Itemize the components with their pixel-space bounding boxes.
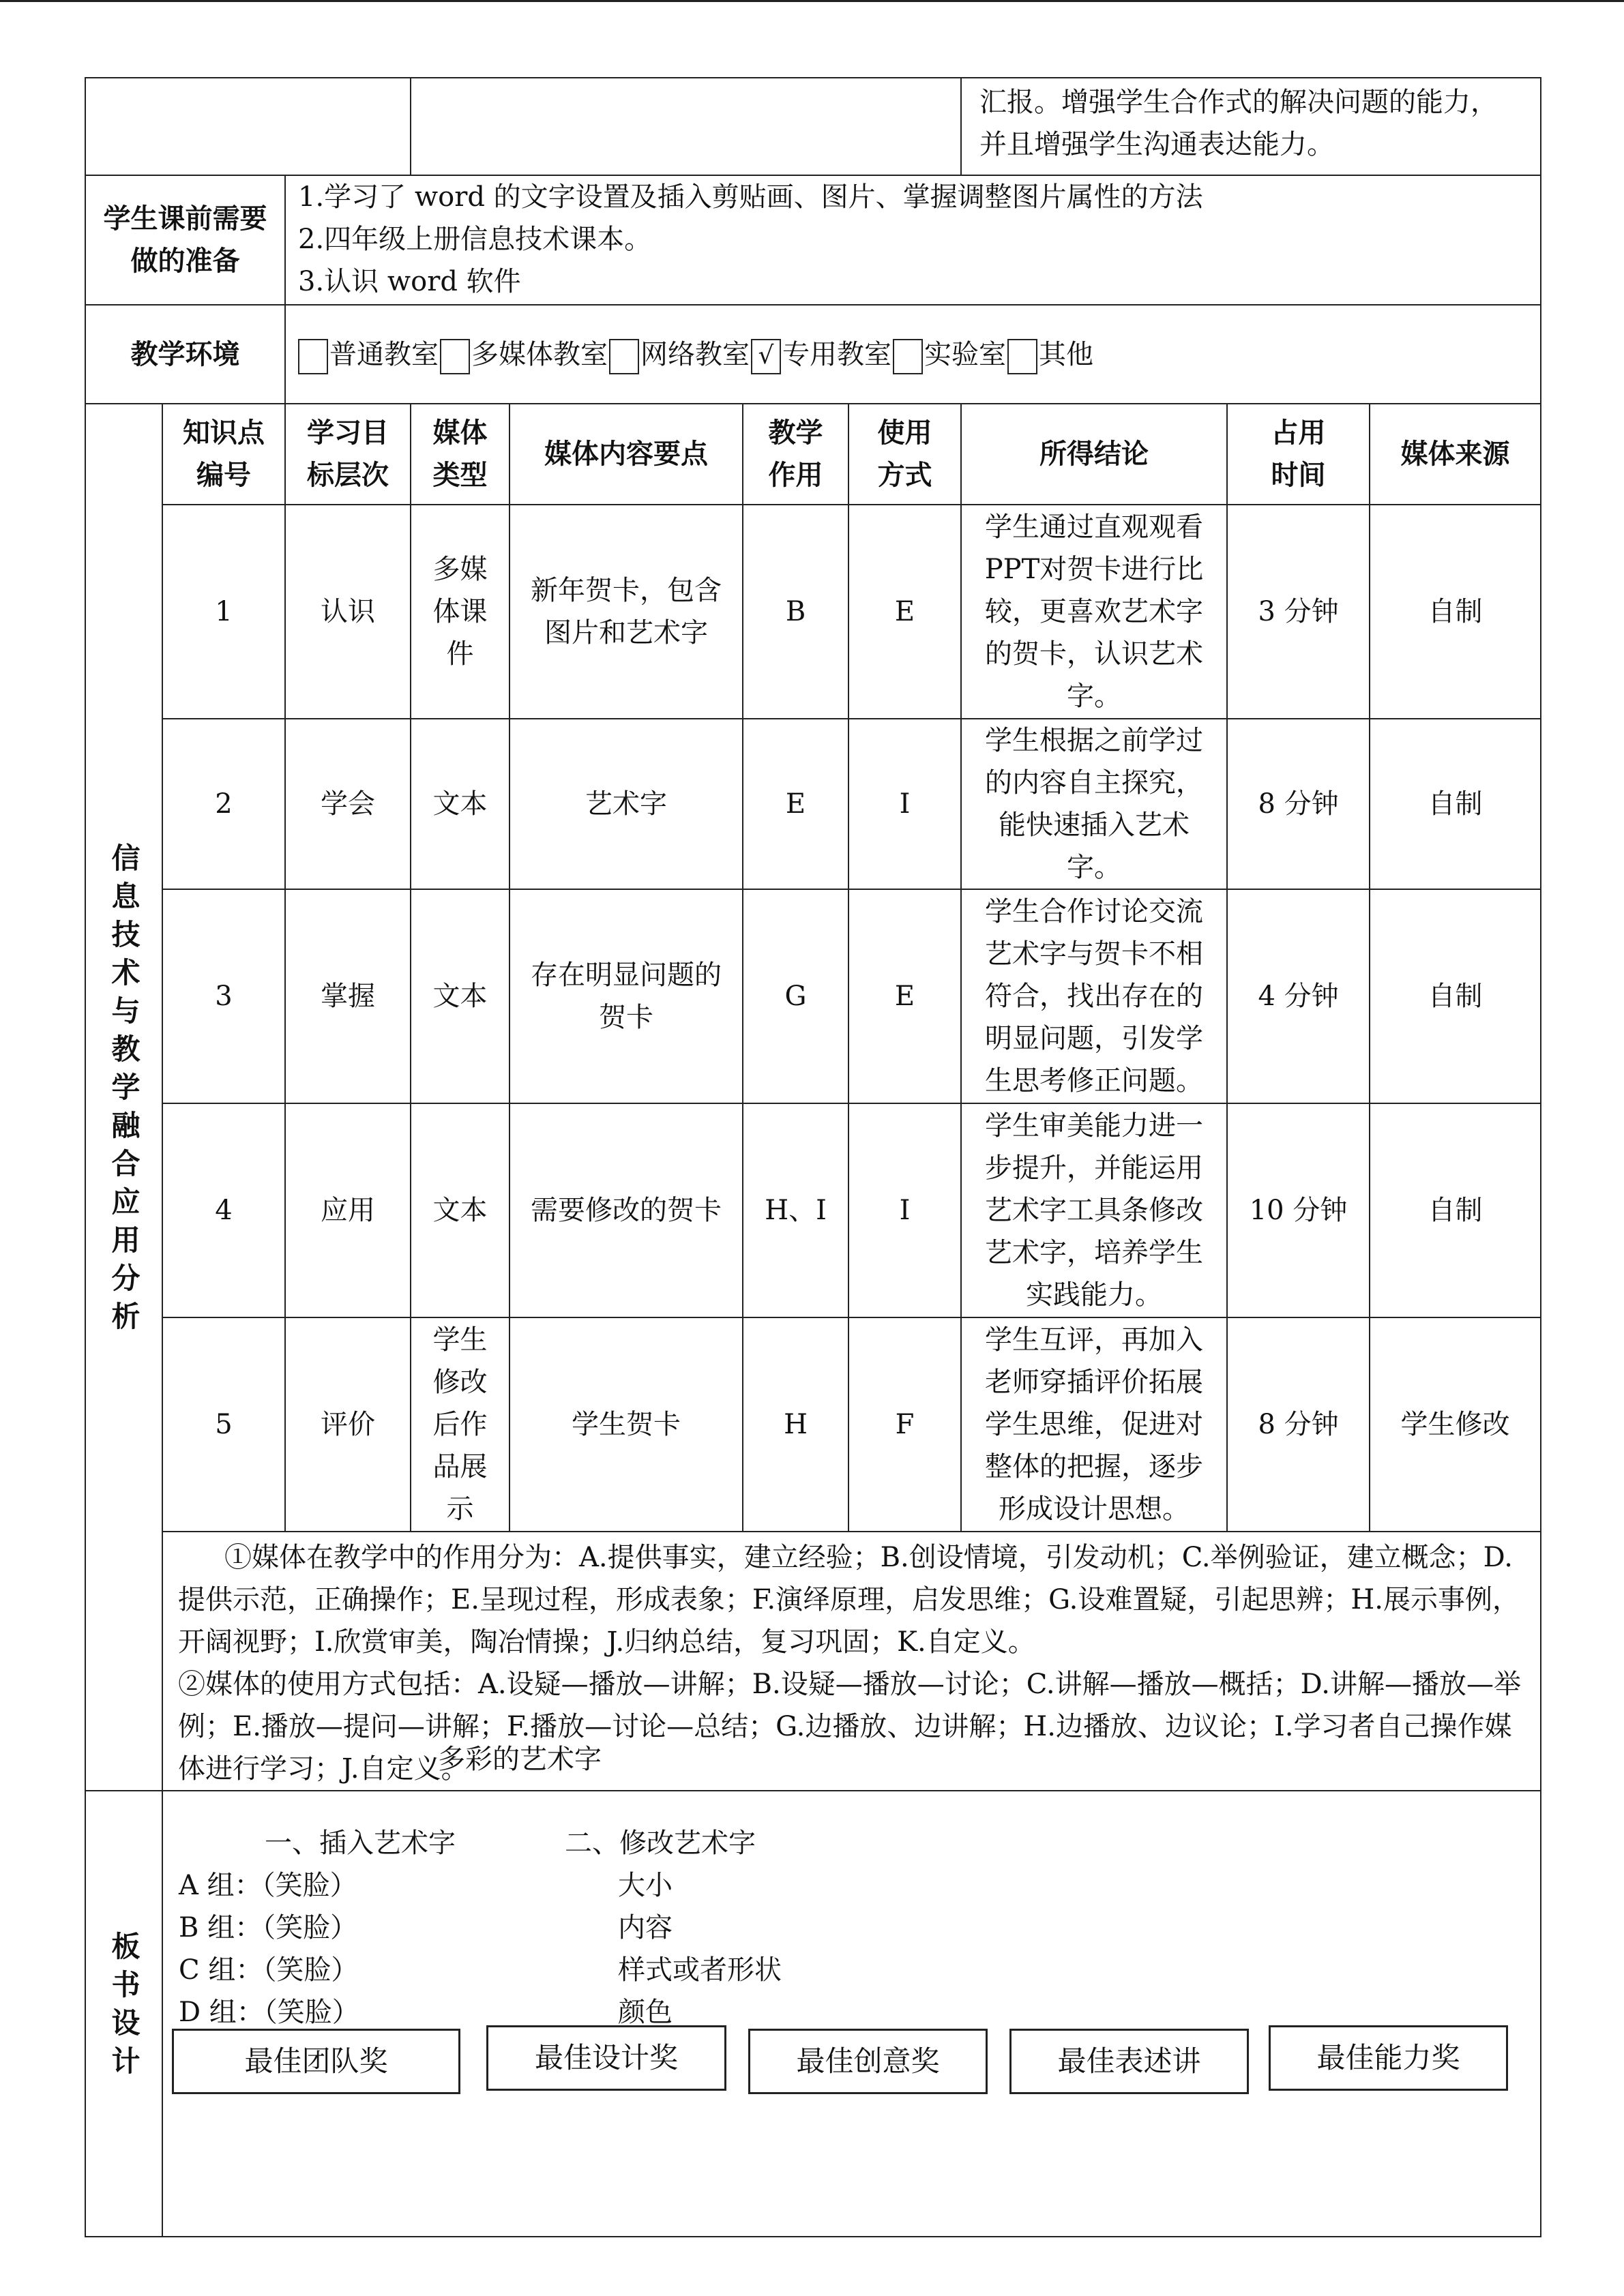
option-label: 网络教室 <box>640 338 750 370</box>
checkbox-wangluo[interactable] <box>609 339 639 374</box>
board-group: D 组：（笑脸） <box>179 1997 359 2028</box>
board-label-cell <box>85 1791 162 2237</box>
cell-conclusion: 学生审美能力进一步提升，并能运用艺术字工具条修改艺术字，培养学生实践能力。 <box>961 1103 1227 1317</box>
cell-content: 需要修改的贺卡 <box>510 1103 743 1317</box>
header-cell: 所得结论 <box>961 404 1227 505</box>
checkbox-zhuanyong[interactable]: √ <box>751 339 781 374</box>
cell-source: 自制 <box>1370 889 1541 1103</box>
cell-time: 3 分钟 <box>1227 505 1370 719</box>
cell-media-type: 文本 <box>411 1103 510 1317</box>
header-cell: 媒体类型 <box>411 404 510 505</box>
cell-role: B <box>743 505 848 719</box>
board-heading-modify: 二、修改艺术字 <box>565 1828 756 1859</box>
continuation-row <box>85 78 1541 175</box>
cell-role: H <box>743 1317 848 1532</box>
checkbox-putong[interactable] <box>298 339 328 374</box>
cell-media-type: 文本 <box>411 889 510 1103</box>
header-cell: 占用时间 <box>1227 404 1370 505</box>
cell-usage: F <box>848 1317 961 1532</box>
cell-conclusion: 学生合作讨论交流艺术字与贺卡不相符合，找出存在的明显问题，引发学生思考修正问题。 <box>961 889 1227 1103</box>
table-row <box>85 889 1541 1103</box>
notes-cell <box>162 1532 1541 1791</box>
media-section-label-cell <box>85 404 162 1791</box>
cell-usage: E <box>848 889 961 1103</box>
cell-media-type: 多媒体课件 <box>411 505 510 719</box>
cell-conclusion: 学生互评，再加入老师穿插评价拓展学生思维，促进对整体的把握，逐步形成设计思想。 <box>961 1317 1227 1532</box>
board-label: 板书设计 <box>107 1931 141 2084</box>
environment-options <box>285 305 1541 404</box>
preparation-item: 3.认识 word 软件 <box>298 266 521 297</box>
option-label: 多媒体教室 <box>471 338 608 370</box>
table-row <box>85 1317 1541 1532</box>
cell-conclusion: 学生根据之前学过的内容自主探究，能快速插入艺术字。 <box>961 719 1227 889</box>
notes-row <box>85 1532 1541 1791</box>
note-media-usage: ②媒体的使用方式包括：A.设疑—播放—讲解；B.设疑—播放—讨论；C.讲解—播放—概括；D.讲解—播放—举例；E.播放—提问—讲解；F.播放—讨论—总结；G.边播放、边讲解；H.边播放、边议论；I.学习者自己操作媒体进行学习；J.自定义。 <box>178 1669 1521 1785</box>
option-label: 专用教室 <box>782 338 891 370</box>
continuation-cell-1 <box>85 78 411 175</box>
header-cell: 使用方式 <box>848 404 961 505</box>
header-cell: 媒体来源 <box>1370 404 1541 505</box>
board-group: B 组：（笑脸） <box>179 1912 358 1943</box>
award-best-team: 最佳团队奖 <box>172 2029 460 2094</box>
award-best-presentation: 最佳表述讲 <box>1009 2029 1249 2094</box>
award-best-design: 最佳设计奖 <box>486 2025 726 2091</box>
cell-role: H、I <box>743 1103 848 1317</box>
cell-time: 8 分钟 <box>1227 719 1370 889</box>
preparation-row <box>85 175 1541 305</box>
environment-row <box>85 305 1541 404</box>
award-best-ability: 最佳能力奖 <box>1269 2025 1508 2091</box>
cell-index: 5 <box>162 1317 285 1532</box>
cell-level: 掌握 <box>285 889 411 1103</box>
header-cell: 媒体内容要点 <box>510 404 743 505</box>
preparation-label: 学生课前需要做的准备 <box>85 175 285 305</box>
table-row <box>85 505 1541 719</box>
cell-level: 学会 <box>285 719 411 889</box>
option-label: 其他 <box>1039 338 1093 370</box>
preparation-content <box>285 175 1541 305</box>
cell-media-type: 文本 <box>411 719 510 889</box>
board-item: 颜色 <box>618 1997 673 2028</box>
environment-label: 教学环境 <box>85 305 285 404</box>
cell-level: 认识 <box>285 505 411 719</box>
cell-level: 应用 <box>285 1103 411 1317</box>
page-top-border <box>0 0 1624 2</box>
board-item: 样式或者形状 <box>618 1954 782 1986</box>
table-row <box>85 719 1541 889</box>
cell-usage: E <box>848 505 961 719</box>
media-section-label: 信息技术与教学融合应用分析 <box>107 843 141 1339</box>
preparation-item: 2.四年级上册信息技术课本。 <box>298 224 652 255</box>
cell-index: 2 <box>162 719 285 889</box>
cell-source: 自制 <box>1370 719 1541 889</box>
board-group: C 组：（笑脸） <box>179 1954 359 1986</box>
board-heading-insert: 一、插入艺术字 <box>265 1828 456 1859</box>
board-item: 大小 <box>618 1870 673 1901</box>
board-item: 内容 <box>618 1912 673 1943</box>
preparation-item: 1.学习了 word 的文字设置及插入剪贴画、图片、掌握调整图片属性的方法 <box>298 181 1203 213</box>
cell-role: E <box>743 719 848 889</box>
cell-source: 自制 <box>1370 1103 1541 1317</box>
cell-content: 艺术字 <box>510 719 743 889</box>
header-cell: 知识点编号 <box>162 404 285 505</box>
option-label: 实验室 <box>924 338 1006 370</box>
header-cell: 学习目标层次 <box>285 404 411 505</box>
note-media-roles: ①媒体在教学中的作用分为：A.提供事实，建立经验；B.创设情境，引发动机；C.举例验证，建立概念；D.提供示范，正确操作；E.呈现过程，形成表象；F.演绎原理，启发思维；G.设难置疑，引起思辨；H.展示事例，开阔视野；I.欣赏审美，陶冶情操；J.归纳总结，复习巩固；K.自定义。 <box>178 1542 1520 1658</box>
cell-usage: I <box>848 719 961 889</box>
checkbox-duomeiti[interactable] <box>440 339 470 374</box>
cell-time: 8 分钟 <box>1227 1317 1370 1532</box>
cell-source: 学生修改 <box>1370 1317 1541 1532</box>
media-header-row <box>85 404 1541 505</box>
continuation-text-2: 并且增强学生沟通表达能力。 <box>979 129 1335 160</box>
header-cell: 教学作用 <box>743 404 848 505</box>
cell-time: 10 分钟 <box>1227 1103 1370 1317</box>
continuation-cell-3 <box>961 78 1541 175</box>
cell-conclusion: 学生通过直观观看PPT对贺卡进行比较，更喜欢艺术字的贺卡，认识艺术字。 <box>961 505 1227 719</box>
cell-role: G <box>743 889 848 1103</box>
board-title: 多彩的艺术字 <box>438 1744 602 1775</box>
cell-time: 4 分钟 <box>1227 889 1370 1103</box>
award-best-creativity: 最佳创意奖 <box>748 2029 988 2094</box>
cell-index: 3 <box>162 889 285 1103</box>
cell-level: 评价 <box>285 1317 411 1532</box>
checkbox-shiyanshi[interactable] <box>893 339 923 374</box>
continuation-text-1: 汇报。增强学生合作式的解决问题的能力， <box>979 87 1498 118</box>
cell-content: 学生贺卡 <box>510 1317 743 1532</box>
cell-index: 1 <box>162 505 285 719</box>
cell-source: 自制 <box>1370 505 1541 719</box>
board-group: A 组：（笑脸） <box>179 1870 357 1901</box>
option-label: 普通教室 <box>329 338 439 370</box>
cell-media-type: 学生修改后作品展示 <box>411 1317 510 1532</box>
cell-usage: I <box>848 1103 961 1317</box>
checkbox-qita[interactable] <box>1007 339 1037 374</box>
continuation-cell-2 <box>411 78 961 175</box>
cell-content: 新年贺卡，包含图片和艺术字 <box>510 505 743 719</box>
cell-content: 存在明显问题的贺卡 <box>510 889 743 1103</box>
cell-index: 4 <box>162 1103 285 1317</box>
table-row <box>85 1103 1541 1317</box>
